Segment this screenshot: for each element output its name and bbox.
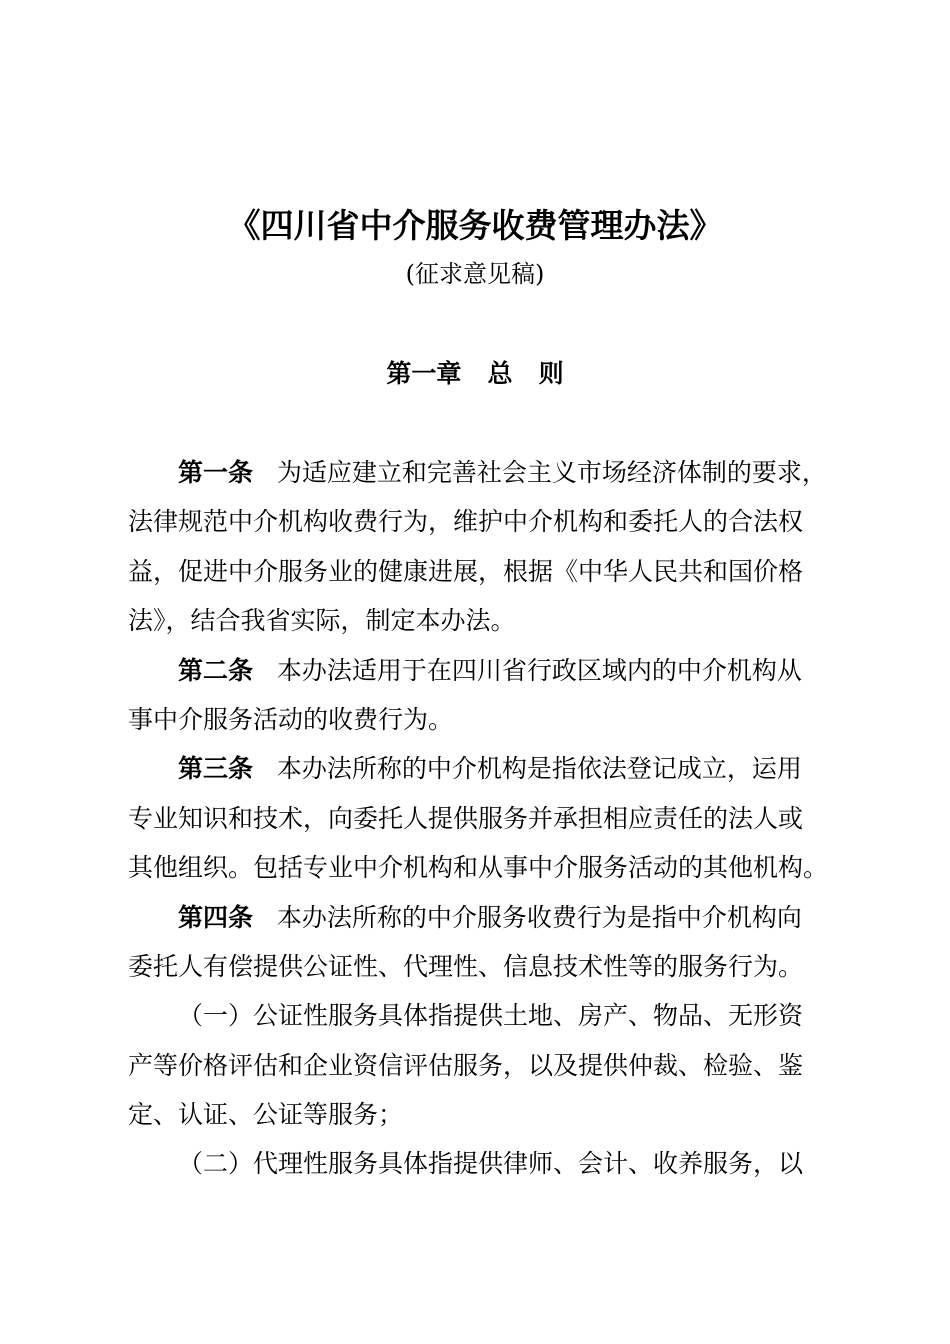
article-2-line-2: 事中介服务活动的收费行为。 xyxy=(128,704,454,734)
article-1-line-1 xyxy=(128,448,828,497)
article-1-text: 为适应建立和完善社会主义市场经济体制的要求， xyxy=(253,458,827,487)
chapter-heading: 第一章 总 则 xyxy=(386,359,564,388)
article-4-label: 第四条 xyxy=(178,902,254,932)
item-2-line-1: （二）代理性服务具体指提供律师、会计、收养服务，以 xyxy=(178,1149,804,1179)
article-1-label: 第一条 xyxy=(178,458,254,487)
document-title: 《四川省中介服务收费管理办法》 xyxy=(227,206,723,245)
article-3-line-1 xyxy=(128,744,828,793)
article-4-text: 本办法所称的中介服务收费行为是指中介机构向 xyxy=(253,902,802,932)
document-subtitle: (征求意见稿) xyxy=(405,260,545,288)
article-3-text: 本办法所称的中介机构是指依法登记成立，运用 xyxy=(253,754,802,784)
article-3-label: 第三条 xyxy=(178,754,254,784)
item-1-line-3: 定、认证、公证等服务； xyxy=(128,1100,404,1130)
article-3-line-2: 专业知识和技术，向委托人提供服务并承担相应责任的法人或 xyxy=(128,803,804,833)
article-4-line-2: 委托人有偿提供公证性、代理性、信息技术性等的服务行为。 xyxy=(128,951,804,981)
article-2-line-1 xyxy=(128,646,828,695)
article-4-line-1 xyxy=(128,893,828,942)
document-body xyxy=(128,448,828,1189)
article-3-line-3: 其他组织。包括专业中介机构和从事中介服务活动的其他机构。 xyxy=(128,853,829,883)
article-1-line-4: 法》，结合我省实际，制定本办法。 xyxy=(128,606,516,636)
item-1-line-2: 产等价格评估和企业资信评估服务，以及提供仲裁、检验、鉴 xyxy=(128,1050,804,1080)
article-1-line-3: 益，促进中介服务业的健康进展，根据《中华人民共和国价格 xyxy=(128,556,804,586)
article-2-text: 本办法适用于在四川省行政区域内的中介机构从 xyxy=(253,655,802,685)
item-1-line-1: （一）公证性服务具体指提供土地、房产、物品、无形资 xyxy=(178,1001,804,1031)
article-1-line-2: 法律规范中介机构收费行为，维护中介机构和委托人的合法权 xyxy=(128,507,804,537)
article-2-label: 第二条 xyxy=(178,655,254,685)
